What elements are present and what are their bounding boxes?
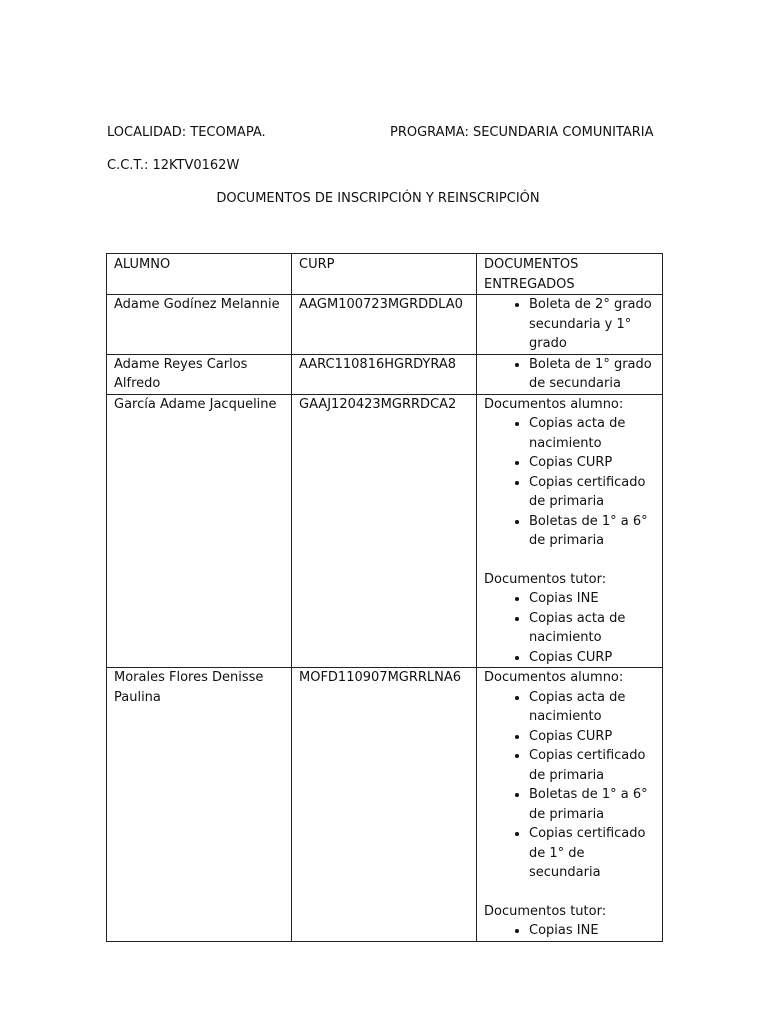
document-item: • Copias INE bbox=[529, 589, 658, 609]
document-item: • Copias CURP bbox=[529, 648, 658, 668]
curp-cell: AARC110816HGRDYRA8 bbox=[292, 354, 477, 394]
documents-cell bbox=[477, 354, 663, 394]
document-item: • Copias acta de nacimiento bbox=[529, 609, 658, 648]
documents-cell bbox=[477, 668, 663, 942]
document-item: • Copias acta de nacimiento bbox=[529, 688, 658, 727]
document-item: • Copias INE bbox=[529, 921, 658, 941]
documents-table bbox=[106, 253, 663, 942]
document-item: • Copias CURP bbox=[529, 453, 658, 473]
column-header-alumno: ALUMNO bbox=[107, 254, 292, 295]
localidad-label: LOCALIDAD: TECOMAPA. bbox=[107, 125, 266, 140]
curp-cell: GAAJ120423MGRRDCA2 bbox=[292, 394, 477, 668]
document-title: DOCUMENTOS DE INSCRIPCIÓN Y REINSCRIPCIÓN bbox=[216, 191, 540, 206]
document-item: • Copias certificado de primaria bbox=[529, 746, 658, 785]
student-name-cell: García Adame Jacqueline bbox=[107, 394, 292, 668]
table-row bbox=[107, 354, 663, 394]
student-name-cell: Adame Godínez Melannie bbox=[107, 295, 292, 355]
student-name-cell: Adame Reyes Carlos Alfredo bbox=[107, 354, 292, 394]
document-item: • Boletas de 1° a 6° de primaria bbox=[529, 512, 658, 551]
column-header-documentos: DOCUMENTOS ENTREGADOS bbox=[477, 254, 663, 295]
document-item: • Copias certificado de 1° de secundaria bbox=[529, 824, 658, 883]
tutor-documents-list bbox=[484, 921, 658, 941]
documents-list bbox=[484, 355, 658, 394]
curp-cell: AAGM100723MGRDDLA0 bbox=[292, 295, 477, 355]
student-documents-list bbox=[484, 688, 658, 883]
document-item: • Copias CURP bbox=[529, 727, 658, 747]
document-item: • Boletas de 1° a 6° de primaria bbox=[529, 785, 658, 824]
document-item: • Copias acta de nacimiento bbox=[529, 414, 658, 453]
document-item: • Boleta de 2° grado secundaria y 1° grado bbox=[529, 295, 658, 354]
table-header-row bbox=[107, 254, 663, 295]
student-documents-list bbox=[484, 414, 658, 551]
spacer bbox=[484, 883, 658, 902]
table-row bbox=[107, 295, 663, 355]
table-row bbox=[107, 394, 663, 668]
tutor-documents-label: Documentos tutor: bbox=[484, 903, 607, 919]
student-documents-label: Documentos alumno: bbox=[484, 670, 624, 685]
document-item: • Copias certificado de primaria bbox=[529, 473, 658, 512]
student-name-cell: Morales Flores Denisse Paulina bbox=[107, 668, 292, 942]
document-item: • Boleta de 1° grado de secundaria bbox=[529, 355, 658, 394]
table-row bbox=[107, 668, 663, 942]
documents-list bbox=[484, 295, 658, 354]
documents-cell bbox=[477, 295, 663, 355]
column-header-curp: CURP bbox=[292, 254, 477, 295]
spacer bbox=[484, 551, 658, 570]
tutor-documents-list bbox=[484, 589, 658, 667]
programa-label: PROGRAMA: SECUNDARIA COMUNITARIA bbox=[390, 125, 654, 140]
curp-cell: MOFD110907MGRRLNA6 bbox=[292, 668, 477, 942]
cct-label: C.C.T.: 12KTV0162W bbox=[107, 158, 240, 173]
tutor-documents-label: Documentos tutor: bbox=[484, 571, 607, 587]
student-documents-label: Documentos alumno: bbox=[484, 396, 624, 412]
documents-cell bbox=[477, 394, 663, 668]
